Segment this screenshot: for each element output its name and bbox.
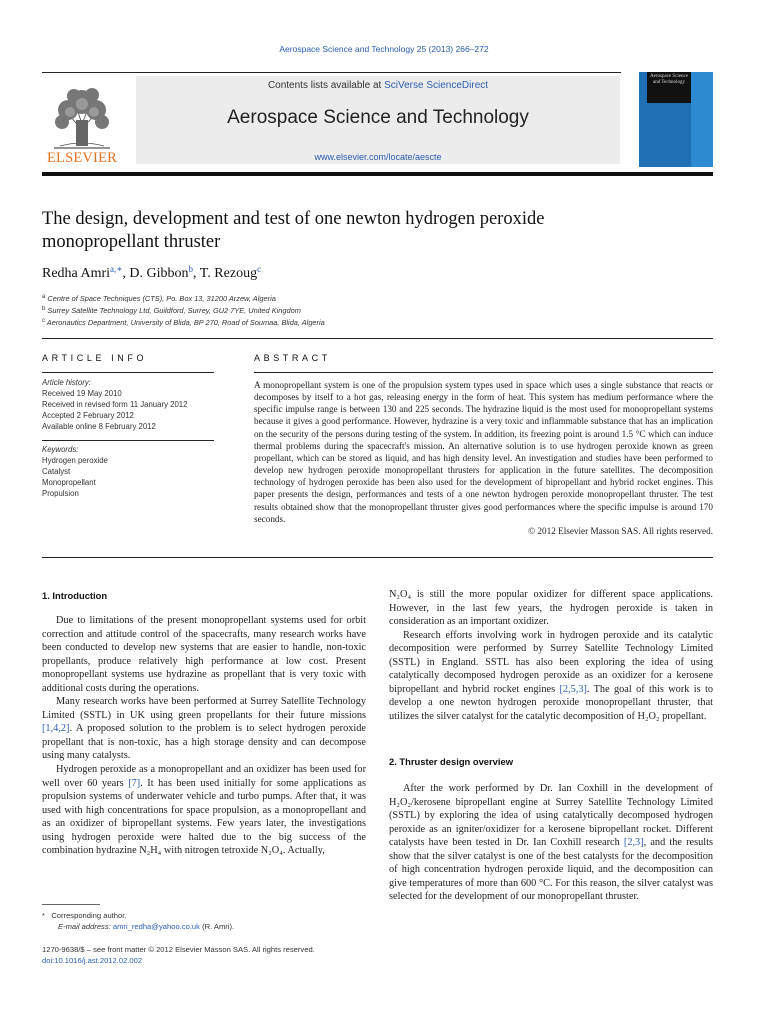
paragraph bbox=[389, 629, 713, 724]
email-label: E-mail address: bbox=[58, 922, 113, 931]
body-right-column-section2 bbox=[389, 782, 713, 904]
abstract-body bbox=[254, 379, 713, 537]
header-bottom-rule bbox=[42, 172, 713, 176]
publication-info bbox=[42, 944, 382, 966]
paragraph-text: After the work performed by Dr. Ian Coxhill in the development of H₂O₂/kerosene bipropellant engine at Surrey Satellite Technology Limited (SSTL) by exploring the idea of using catalytically decomposed hydrogen peroxide as an igniter/oxidizer for a kerosene bipropellant rocket. Different catalysts have been tested in Dr. Ian Coxhill research bbox=[389, 783, 713, 849]
issn-line: 1270-9638/$ – see front matter © 2012 Elsevier Masson SAS. All rights reserved. bbox=[42, 945, 315, 954]
author-list bbox=[42, 264, 261, 282]
section-heading-thruster-design: 2. Thruster design overview bbox=[389, 756, 513, 767]
author-separator: , bbox=[193, 266, 200, 281]
citation-link[interactable]: [2,3] bbox=[623, 837, 644, 849]
affiliation-text: Surrey Satellite Technology Ltd, Guildford, Surrey, GU2 7YE, United Kingdom bbox=[47, 306, 301, 315]
keywords-block bbox=[42, 444, 214, 499]
author-affiliation-mark[interactable]: a,∗ bbox=[110, 264, 123, 274]
history-item: Received in revised form 11 January 2012 bbox=[42, 400, 188, 409]
paragraph-text: Research efforts involving work in hydrogen peroxide and its catalytic decomposition were performed by Surrey Satellite Technology Limited (SSTL) in England. SSTL has also been exploring the idea of using catalytically decomposed hydrogen peroxide as an oxidizer for a kerosene bipropellant and hybrid rocket engines bbox=[389, 629, 713, 695]
body-left-column bbox=[42, 614, 366, 858]
journal-cover-title: Aerospace Science and Technology bbox=[647, 72, 691, 103]
keywords-label: Keywords: bbox=[42, 445, 79, 454]
paragraph: N₂O₄ is still the more popular oxidizer for different space applications. However, in the last few years, the hydrogen peroxide is taken in consideration as an important oxidizer. bbox=[389, 589, 713, 628]
author-separator: , bbox=[122, 266, 130, 281]
affiliation-item bbox=[42, 304, 325, 316]
author-affiliation-mark[interactable]: b bbox=[188, 264, 194, 274]
journal-url-link[interactable]: www.elsevier.com/locate/aescte bbox=[314, 152, 442, 162]
affiliation-list bbox=[42, 292, 325, 328]
header-top-rule bbox=[42, 72, 621, 73]
paragraph-text: , and the results show that the silver catalyst is one of the best catalysts for the decomposition of high concentration hydrogen peroxide liquid, and the decomposition can give temperatures of more than 600 °C. For this reason, the silver catalyst was selected for the development of our monopropellant thruster. bbox=[389, 837, 713, 903]
journal-reference[interactable]: Aerospace Science and Technology 25 (2013) 266–272 bbox=[279, 44, 489, 54]
article-title-line1: The design, development and test of one newton hydrogen peroxide bbox=[42, 209, 545, 229]
affiliation-mark: c bbox=[42, 318, 45, 324]
corresponding-label: Corresponding author. bbox=[51, 911, 127, 920]
abstract-heading: ABSTRACT bbox=[254, 353, 331, 363]
footnote-rule bbox=[42, 904, 100, 905]
history-label: Article history: bbox=[42, 378, 91, 387]
footnote-block bbox=[42, 910, 366, 932]
citation-link[interactable]: [7] bbox=[128, 777, 141, 789]
paragraph-text: Hydrogen peroxide as a monopropellant and an oxidizer has been used for well over 60 years bbox=[42, 764, 366, 789]
author-name: D. Gibbon bbox=[129, 266, 189, 281]
paragraph-text: Many research works have been performed at Surrey Satellite Technology Limited (SSTL) in UK using green propellants for their future missions bbox=[42, 696, 366, 721]
body-right-column bbox=[389, 588, 713, 723]
keyword-item: Hydrogen peroxide bbox=[42, 456, 108, 465]
paragraph-text: . It has been used initially for some applications as propulsion systems of underwater vehicle and turbo pumps. After that, it was used with high concentrations for space propulsion, as a monopropellant and as an oxidizer of bipropellant systems. Few years later, the investigations using hydrogen peroxide were halted due to the big success of the combination hydrazine N₂H₄ with nitrogen tetroxide N₂O₄. Actually, bbox=[42, 777, 366, 857]
email-link[interactable]: amri_redha@yahoo.co.uk bbox=[112, 922, 200, 931]
keyword-item: Propulsion bbox=[42, 489, 79, 498]
info-top-rule bbox=[42, 338, 713, 339]
article-info-heading: ARTICLE INFO bbox=[42, 353, 148, 363]
affiliation-mark: b bbox=[42, 306, 46, 312]
affiliation-item bbox=[42, 292, 325, 304]
paragraph bbox=[389, 782, 713, 904]
corresponding-author-note bbox=[42, 910, 366, 921]
abstract-rule bbox=[254, 372, 713, 373]
article-history bbox=[42, 377, 214, 432]
email-note bbox=[42, 921, 366, 932]
keyword-item: Catalyst bbox=[42, 467, 71, 476]
author-affiliation-mark[interactable]: c bbox=[257, 264, 262, 274]
paragraph: Due to limitations of the present monopropellant systems used for orbit correction and attitude control of the spacecrafts, many research works have been conducted to develop new systems that are easier to handle, non-toxic propellants, produce relatively high performance at low cost. Present monopropellant systems use hydrazine as propellant that is very toxic with additional costs during the operations. bbox=[42, 615, 366, 694]
affiliation-text: Aeronautics Department, University of Blida, BP 270, Road of Soumaa, Blida, Algeria bbox=[46, 318, 325, 327]
publisher-wordmark: ELSEVIER bbox=[46, 150, 118, 166]
journal-cover-strip bbox=[691, 72, 713, 167]
email-owner: (R. Amri). bbox=[199, 922, 235, 931]
author-name: Redha Amri bbox=[42, 266, 111, 281]
citation-link[interactable]: [2,5,3] bbox=[559, 683, 587, 695]
abstract-copyright: © 2012 Elsevier Masson SAS. All rights reserved. bbox=[528, 525, 713, 536]
affiliation-text: Centre of Space Techniques (CTS), Po. Box 13, 31200 Arzew, Algeria bbox=[47, 294, 276, 303]
history-rule bbox=[42, 440, 214, 441]
contents-line bbox=[136, 80, 620, 91]
info-rule bbox=[42, 372, 214, 373]
history-item: Accepted 2 February 2012 bbox=[42, 411, 134, 420]
affiliation-item bbox=[42, 316, 325, 328]
article-title-line2: monopropellant thruster bbox=[42, 232, 221, 252]
author-name: T. Rezoug bbox=[199, 266, 258, 281]
citation-link[interactable]: [1,4,2] bbox=[42, 723, 70, 735]
affiliation-mark: a bbox=[42, 294, 46, 300]
section-heading-introduction: 1. Introduction bbox=[42, 590, 108, 601]
abstract-bottom-rule bbox=[42, 557, 713, 558]
keyword-item: Monopropellant bbox=[42, 478, 96, 487]
paragraph bbox=[42, 695, 366, 763]
footnote-mark: * bbox=[42, 911, 45, 920]
contents-prefix: Contents lists available at bbox=[267, 80, 385, 91]
sciencedirect-link[interactable]: SciVerse ScienceDirect bbox=[384, 80, 489, 91]
article-title bbox=[42, 208, 682, 254]
doi-link[interactable]: doi:10.1016/j.ast.2012.02.002 bbox=[42, 956, 143, 965]
journal-title: Aerospace Science and Technology bbox=[227, 107, 529, 128]
history-item: Available online 8 February 2012 bbox=[42, 422, 156, 431]
paragraph-text: . A proposed solution to the problem is to select hydrogen peroxide propellant that is non-toxic, has a high storage density and can decompose using many catalysts. bbox=[42, 723, 366, 762]
abstract-text: A monopropellant system is one of the propulsion system types used in space which uses a single substance that reacts or decomposes by itself to a hot gas, releasing energy in the form of heat. This system has medium performance where the specific impulse range is between 130 and 225 seconds. The hydrazine liquid is the most used for monopropellant systems because it gives a good performance. However, hydrazine is a very toxic and inflammable substance that has an implication on the security of the persons during testing of the system. In addition, its freezing point is around 1.5 °C which can induce thermal problems during the spacecraft's mission. An alternative solution is to use hydrogen peroxide known as green propellant, which can be stored as liquid, and has high density level. An investigation and studies have been performed to develop new hydrogen peroxide monopropellant thrusters for application in the future satellites. The decomposition technology of hydrogen peroxide has been also used for the development of bipropellant and hybrid rocket engines. This paper presents the design, performances and tests of a one newton hydrogen peroxide monopropellant thruster. The test results obtained show that the monopropellant thruster gives good performances where the specific impulse is around 170 seconds. bbox=[254, 380, 713, 524]
paragraph bbox=[42, 763, 366, 858]
paragraph-text: . The goal of this work is to develop a one newton hydrogen peroxide monopropellant thruster, that utilizes the silver catalyst for the catalytic decomposition of H₂O₂ propellant. bbox=[389, 683, 713, 722]
history-item: Received 19 May 2010 bbox=[42, 389, 122, 398]
